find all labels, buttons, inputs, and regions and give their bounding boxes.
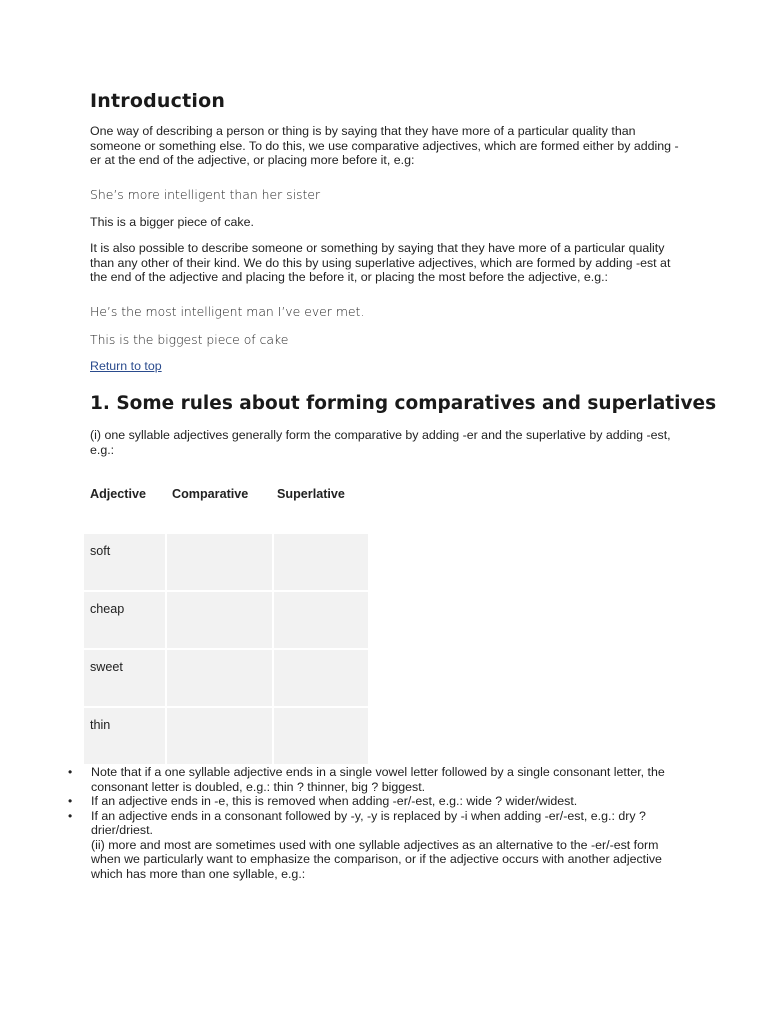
section-heading: 1. Some rules about forming comparatives and superlatives xyxy=(90,393,717,414)
table-cell-comparative xyxy=(167,592,272,648)
table-cell-superlative xyxy=(274,592,368,648)
adjective-table xyxy=(84,534,366,762)
bullet-icon: • xyxy=(68,765,73,779)
bullet-icon: • xyxy=(68,794,73,808)
table-cell-adjective: soft xyxy=(84,534,165,590)
table-header-comparative: Comparative xyxy=(172,487,249,501)
table-cell-superlative xyxy=(274,708,368,764)
list-item xyxy=(68,765,688,794)
table-cell-adjective: thin xyxy=(84,708,165,764)
table-cell-superlative xyxy=(274,534,368,590)
bullet-text: If an adjective ends in -e, this is removed when adding -er/-est, e.g.: wide ? wider/widest. xyxy=(91,794,578,808)
example-sentence: She’s more intelligent than her sister xyxy=(90,187,321,202)
table-header-adjective: Adjective xyxy=(90,487,146,501)
table-cell-comparative xyxy=(167,534,272,590)
intro-heading: Introduction xyxy=(90,90,226,112)
table-cell-superlative xyxy=(274,650,368,706)
bullet-text: Note that if a one syllable adjective ends in a single vowel letter followed by a single consonant letter, the consonant letter is doubled, e.g.: thin ? thinner, big ? biggest. xyxy=(91,765,665,794)
table-cell-adjective: cheap xyxy=(84,592,165,648)
example-sentence: This is a bigger piece of cake. xyxy=(90,215,254,229)
table-cell-comparative xyxy=(167,708,272,764)
intro-paragraph-2: It is also possible to describe someone or something by saying that they have more of a particular quality than any other of their kind. We do this by using superlative adjectives, which are formed by adding -est at the end of the adjective and placing the before it, or placing the most before the adjective, e.g.: xyxy=(90,241,671,284)
intro-paragraph-1: One way of describing a person or thing is by saying that they have more of a particular quality than someone or something else. To do this, we use comparative adjectives, which are formed either by adding -er at the end of the adjective, or placing more before it, e.g: xyxy=(90,124,679,167)
section-paragraph: (i) one syllable adjectives generally form the comparative by adding -er and the superlative by adding -est, e.g.: xyxy=(90,428,671,457)
list-item xyxy=(68,794,688,809)
bullet-text: If an adjective ends in a consonant followed by -y, -y is replaced by -i when adding -er/-est, e.g.: dry ? drier/driest. (ii) more and most are sometimes used with one syllable adjectives as an alternative to the -er/-est form when we particularly want to emphasize the comparison, or if the adjective occurs with another adjective which has more than one syllable, e.g.: xyxy=(91,808,662,881)
table-cell-comparative xyxy=(167,650,272,706)
example-sentence: This is the biggest piece of cake xyxy=(90,332,289,347)
return-to-top-link[interactable]: Return to top xyxy=(90,359,162,373)
table-cell-adjective: sweet xyxy=(84,650,165,706)
example-sentence: He’s the most intelligent man I’ve ever met. xyxy=(90,304,365,319)
table-header-superlative: Superlative xyxy=(277,487,345,501)
list-item xyxy=(68,809,688,882)
bullet-icon: • xyxy=(68,808,73,823)
rules-bullet-list xyxy=(68,765,688,881)
